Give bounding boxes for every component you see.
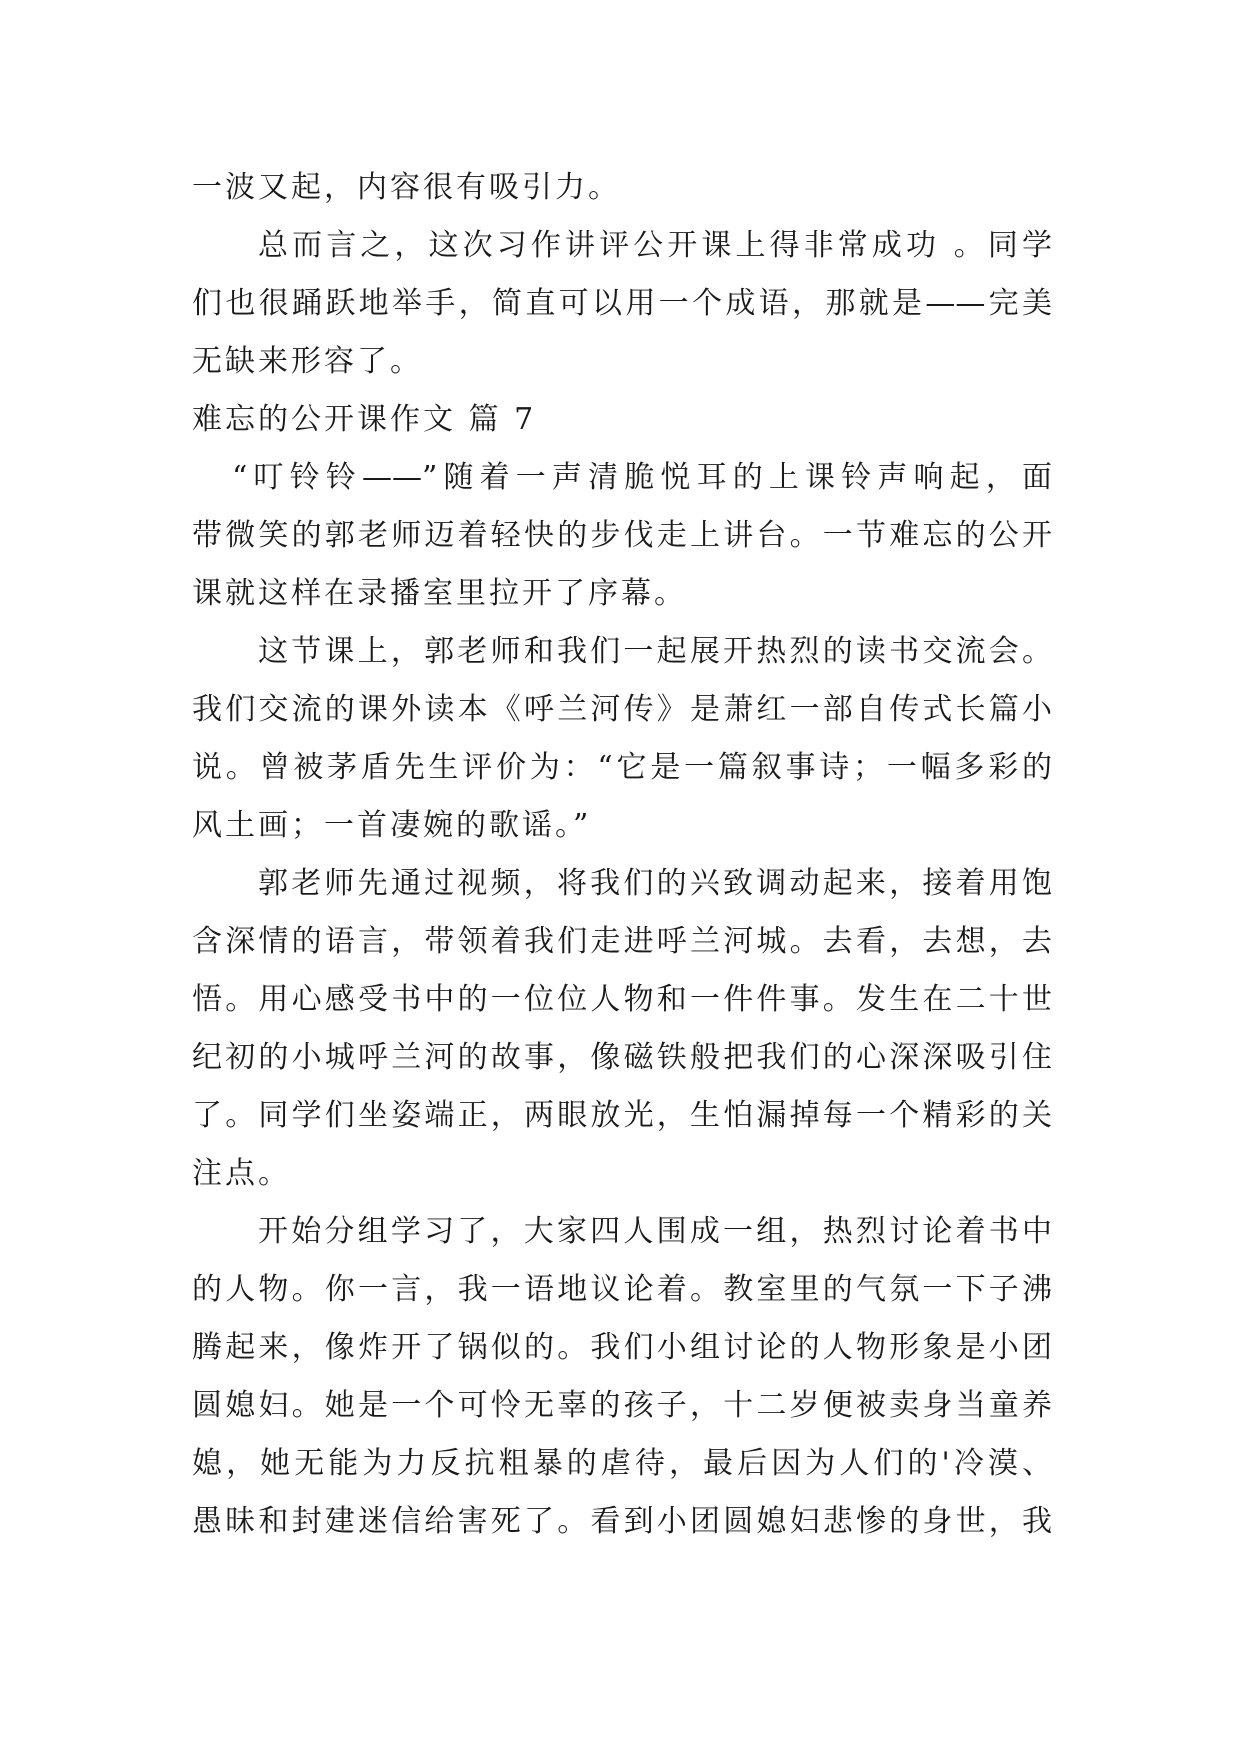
- paragraph-line: 这节课上，郭老师和我们一起展开热烈的读书交流会。: [258, 634, 1052, 669]
- section-heading: 难忘的公开课作文 篇 7: [192, 402, 537, 437]
- paragraph-line: 们也很踊跃地举手，简直可以用一个成语，那就是——完美: [192, 286, 1052, 321]
- paragraph-line: 的人物。你一言，我一语地议论着。教室里的气氛一下子沸: [192, 1272, 1052, 1307]
- paragraph-line: 媳，她无能为力反抗粗暴的虐待，最后因为人们的'冷漠、: [192, 1446, 1052, 1481]
- paragraph-line: “叮铃铃——”随着一声清脆悦耳的上课铃声响起，面: [232, 460, 1052, 495]
- paragraph-line: 愚昧和封建迷信给害死了。看到小团圆媳妇悲惨的身世，我: [192, 1504, 1052, 1539]
- document-body: [192, 159, 1052, 1551]
- paragraph-line: 悟。用心感受书中的一位位人物和一件件事。发生在二十世: [192, 982, 1052, 1017]
- paragraph-line: 无缺来形容了。: [192, 344, 423, 379]
- paragraph-line: 带微笑的郭老师迈着轻快的步伐走上讲台。一节难忘的公开: [192, 518, 1052, 553]
- paragraph-line: 了。同学们坐姿端正，两眼放光，生怕漏掉每一个精彩的关: [192, 1098, 1052, 1133]
- paragraph-line: 郭老师先通过视频，将我们的兴致调动起来，接着用饱: [258, 866, 1052, 901]
- paragraph-line: 注点。: [192, 1156, 291, 1191]
- paragraph-line: 圆媳妇。她是一个可怜无辜的孩子，十二岁便被卖身当童养: [192, 1388, 1052, 1423]
- paragraph-line: 课就这样在录播室里拉开了序幕。: [192, 576, 687, 611]
- paragraph-line: 腾起来，像炸开了锅似的。我们小组讨论的人物形象是小团: [192, 1330, 1052, 1365]
- paragraph-line: 一波又起，内容很有吸引力。: [192, 170, 621, 205]
- paragraph-line: 纪初的小城呼兰河的故事，像磁铁般把我们的心深深吸引住: [192, 1040, 1052, 1075]
- paragraph-line: 我们交流的课外读本《呼兰河传》是萧红一部自传式长篇小: [192, 692, 1052, 727]
- paragraph-line: 开始分组学习了，大家四人围成一组，热烈讨论着书中: [258, 1214, 1052, 1249]
- paragraph-line: 含深情的语言，带领着我们走进呼兰河城。去看，去想，去: [192, 924, 1052, 959]
- paragraph-line: 说。曾被茅盾先生评价为：“它是一篇叙事诗；一幅多彩的: [192, 750, 1052, 785]
- paragraph-line: 总而言之，这次习作讲评公开课上得非常成功 。同学: [258, 228, 1052, 263]
- paragraph-line: 风土画；一首凄婉的歌谣。”: [192, 808, 592, 843]
